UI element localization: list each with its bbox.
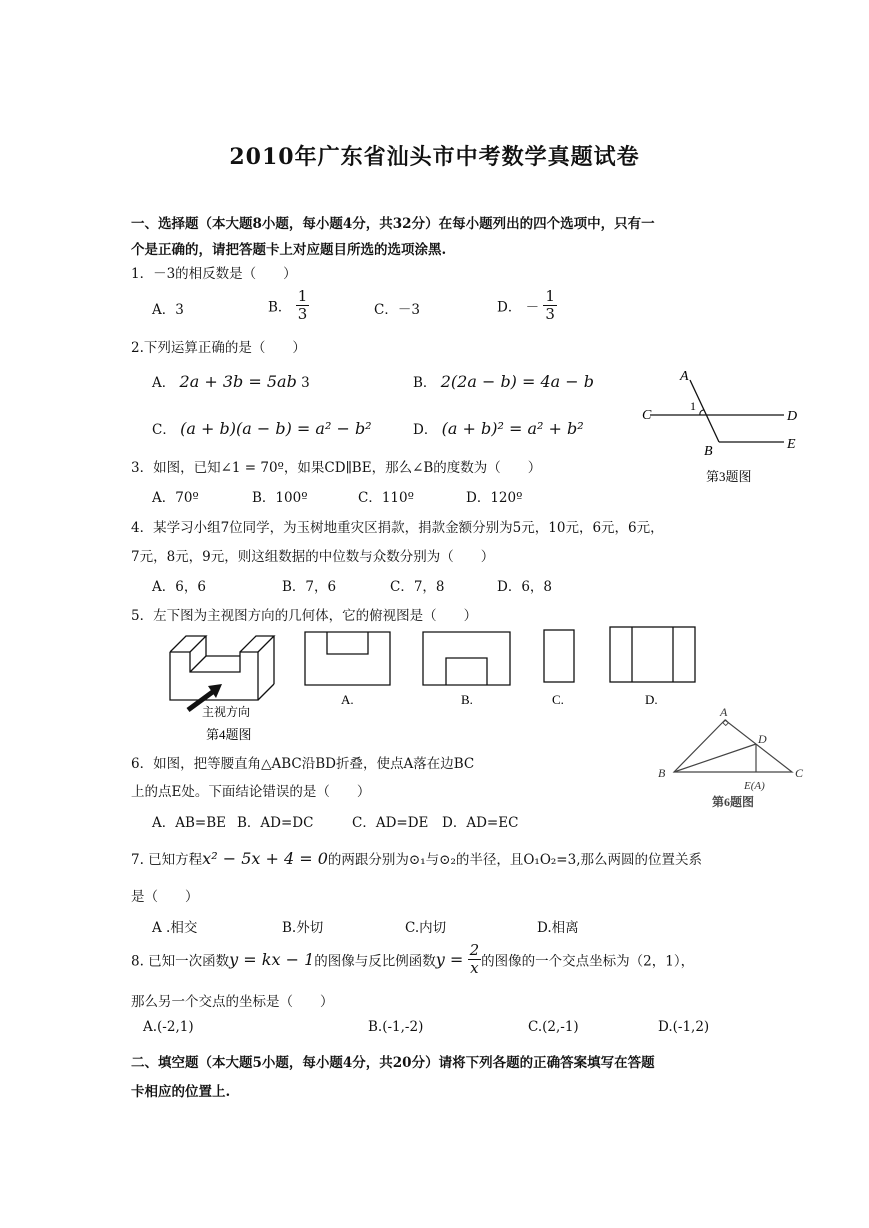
q3-stem: 3．如图，已知∠1 = 70º，如果CD∥BE，那么∠B的度数为（ ）	[131, 460, 542, 476]
q8-option-b: B.(-1,-2)	[368, 1019, 424, 1035]
figure-3-caption: 第3题图	[706, 469, 752, 484]
q4-option-a: A．6，6	[152, 579, 206, 595]
option-a-figure	[305, 632, 390, 685]
q1-option-b-label: B．	[268, 299, 292, 316]
q8-linear-function: y = kx − 1	[229, 950, 315, 969]
q6-option-d: D．AD=EC	[442, 815, 519, 831]
label-angle-1: 1	[690, 399, 696, 413]
q3-option-d: D．120º	[466, 490, 523, 506]
q8-fraction-numerator: 2	[469, 941, 480, 959]
q6-option-b: B．AD=DC	[237, 815, 314, 831]
label-c: C	[642, 408, 652, 423]
q2-a-expression: 2a + 3b = 5ab	[179, 372, 297, 391]
q6-stem: 6．如图，把等腰直角△ABC沿BD折叠，使点A落在边BC	[131, 756, 475, 772]
q1-option-d-fraction	[543, 288, 557, 323]
segment-bd	[674, 744, 756, 772]
q1-b-denominator: 3	[297, 305, 308, 323]
q7-stem-cont: 是（ ）	[131, 889, 199, 905]
figure-6-caption: 第6题图	[712, 795, 755, 809]
q6-stem-cont: 上的点E处。下面结论错误的是（ ）	[131, 784, 371, 800]
triangle-abc	[674, 720, 792, 772]
figure-3-parallel-lines	[636, 360, 811, 490]
label-b: B	[704, 444, 713, 459]
angle-1-arc	[700, 410, 704, 415]
q2-b-label: B．	[413, 375, 437, 391]
q1-option-d	[497, 288, 557, 323]
q8-stem-post: 的图像的一个交点坐标为（2，1），	[481, 953, 695, 970]
figure-6-triangle-fold	[650, 700, 810, 812]
q7-stem	[131, 848, 702, 868]
q2-option-d	[413, 418, 584, 438]
q8-stem-mid: 的图像与反比例函数	[314, 953, 436, 970]
q2-stem: 2.下列运算正确的是（ ）	[131, 340, 306, 356]
option-d-figure	[610, 627, 695, 682]
q1-option-c: C．－3	[374, 302, 420, 318]
q1-option-b-fraction	[296, 288, 310, 323]
q8-option-a: A.(-2,1)	[143, 1019, 194, 1035]
q7-stem-post: 的两跟分别为⊙₁与⊙₂的半径，且O₁O₂=3,那么两圆的位置关系	[327, 852, 703, 868]
q1-option-d-sign: －	[525, 299, 540, 316]
q2-option-b	[413, 371, 594, 391]
q7-equation: x² − 5x + 4 = 0	[202, 849, 328, 868]
q2-option-a	[152, 371, 310, 391]
q2-c-expression: (a + b)(a − b) = a² − b²	[180, 419, 372, 438]
q4-option-c: C．7，8	[390, 579, 445, 595]
q8-stem	[131, 942, 694, 977]
q7-option-a: A .相交	[152, 920, 198, 936]
q2-c-label: C．	[152, 422, 176, 438]
q4-stem: 4．某学习小组7位同学，为玉树地重灾区捐款，捐款金额分别为5元，10元，6元，6元，	[131, 520, 664, 536]
q7-option-d: D.相离	[537, 920, 579, 936]
option-c-label: C.	[552, 692, 564, 707]
q8-stem-cont: 那么另一个交点的坐标是（ ）	[131, 994, 334, 1010]
q6-option-c: C．AD=DE	[352, 815, 429, 831]
q1-option-a: A．3	[152, 302, 184, 318]
q3-option-c: C．110º	[358, 490, 414, 506]
label-e: E	[787, 437, 796, 452]
option-b-notch	[446, 658, 487, 685]
fig6-label-c: C	[795, 766, 804, 780]
q2-a-label: A．	[152, 375, 176, 391]
section-1-heading: 一、选择题（本大题8小题，每小题4分，共32分）在每小题列出的四个选项中，只有一	[131, 216, 655, 232]
option-a-label: A.	[341, 692, 354, 707]
fig6-label-e: E(A)	[744, 780, 765, 792]
u-shaped-solid	[170, 636, 274, 700]
q2-d-expression: (a + b)² = a² + b²	[441, 419, 584, 438]
q1-b-numerator: 1	[297, 287, 308, 305]
q7-stem-pre: 7. 已知方程	[131, 852, 203, 868]
label-d: D	[787, 409, 798, 424]
q8-option-d: D.(-1,2)	[658, 1019, 710, 1035]
fig6-label-a: A	[720, 705, 728, 719]
page-title: 2010年广东省汕头市中考数学真题试卷	[229, 144, 640, 170]
option-d-label: D.	[645, 692, 658, 707]
section-1-heading-cont: 个是正确的，请把答题卡上对应题目所选的选项涂黑.	[131, 242, 447, 258]
q1-stem: 1．－3的相反数是（ ）	[131, 266, 297, 282]
q8-inverse-lhs: y =	[435, 950, 464, 969]
q2-d-label: D．	[413, 422, 438, 438]
option-a-notch	[327, 632, 368, 654]
q7-option-c: C.内切	[405, 920, 447, 936]
q1-d-denominator: 3	[545, 305, 555, 323]
section-2-heading: 二、填空题（本大题5小题，每小题4分，共20分）请将下列各题的正确答案填写在答题	[131, 1055, 655, 1071]
q5-stem: 5．左下图为主视图方向的几何体，它的俯视图是（ ）	[131, 608, 478, 624]
q8-fraction-denominator: x	[470, 959, 479, 977]
q4-stem-cont: 7元，8元，9元，则这组数据的中位数与众数分别为（ ）	[131, 549, 495, 565]
view-direction-label: 主视方向	[202, 705, 251, 719]
q2-option-c	[152, 418, 372, 438]
fig6-label-d: D	[758, 732, 767, 746]
q1-option-b	[268, 288, 309, 323]
q7-option-b: B.外切	[282, 920, 324, 936]
q3-option-a: A．70º	[152, 490, 199, 506]
q8-stem-pre: 8. 已知一次函数	[131, 953, 230, 970]
q4-option-d: D．6，8	[497, 579, 553, 595]
q1-option-d-label: D．	[497, 299, 522, 316]
q8-inverse-fraction	[468, 942, 482, 977]
option-b-label: B.	[461, 692, 473, 707]
q6-option-a: A．AB=BE	[152, 815, 227, 831]
q1-d-numerator: 1	[545, 287, 555, 305]
fig6-label-b: B	[658, 766, 666, 780]
section-2-heading-cont: 卡相应的位置上.	[131, 1084, 231, 1100]
q4-option-b: B．7，6	[282, 579, 337, 595]
q3-option-b: B．100º	[252, 490, 308, 506]
label-a: A	[680, 369, 689, 384]
q2-a-tail: 3	[301, 375, 310, 391]
option-c-figure	[544, 630, 574, 682]
figure-4-caption: 第4题图	[206, 727, 252, 742]
q8-option-c: C.(2,-1)	[528, 1019, 579, 1035]
q2-b-expression: 2(2a − b) = 4a − b	[440, 372, 595, 391]
figure-4-solid-and-views	[160, 622, 720, 747]
